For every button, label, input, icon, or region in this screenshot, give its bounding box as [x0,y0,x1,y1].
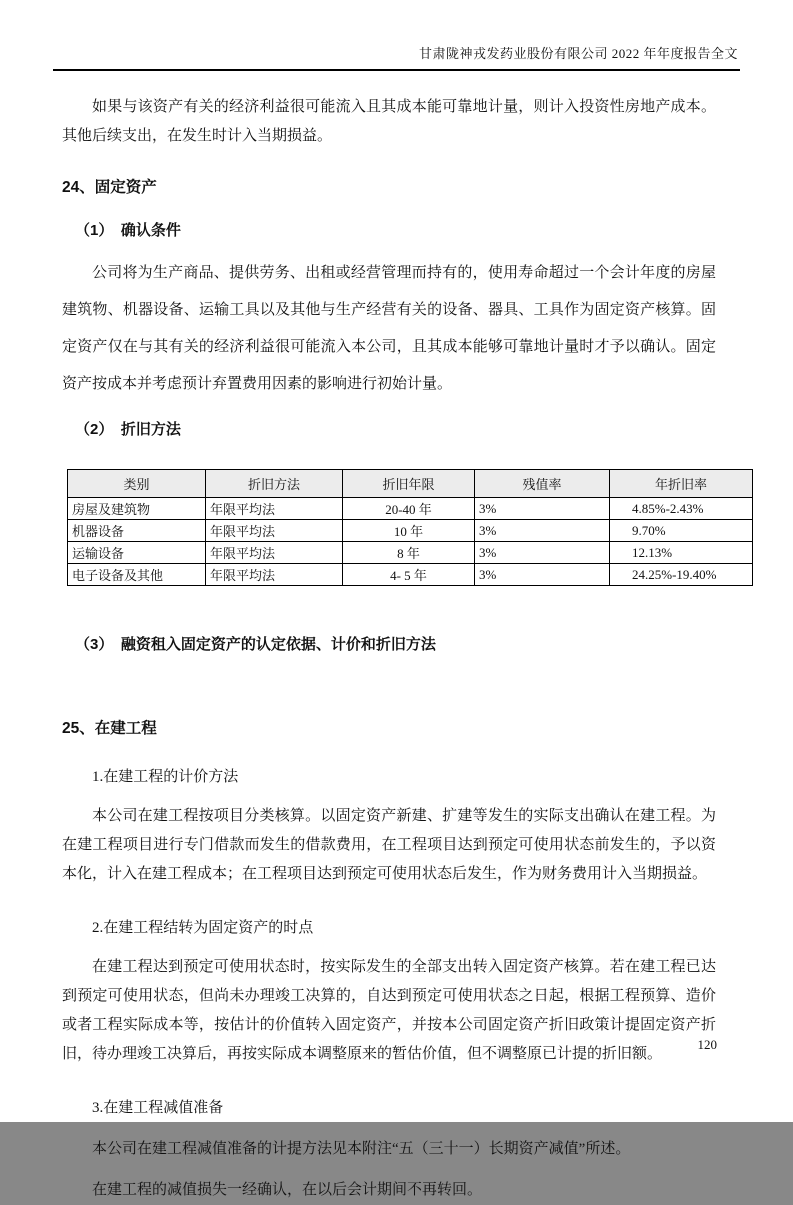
column-header-residual-rate: 残值率 [475,470,610,498]
section-25-title: 25、在建工程 [62,720,157,737]
cell-category: 电子设备及其他 [68,564,206,586]
section-24-sub1-paragraph: 公司将为生产商品、提供劳务、出租或经营管理而持有的，使用寿命超过一个会计年度的房屋建筑物、机器设备、运输工具以及其他与生产经营有关的设备、器具、工具作为固定资产核算。固定资产仅在与其有关的经济利益很可能流入本公司，且其成本能够可靠地计量时才予以确认。固定资产按成本并考虑预计弃置费用因素的影响进行初始计量。 [62,265,716,392]
cell-annual-rate: 12.13% [610,542,753,564]
cell-annual-rate: 4.85%-2.43% [610,498,753,520]
section-24-title: 24、固定资产 [62,179,157,196]
cell-method: 年限平均法 [206,542,343,564]
table-row [68,564,753,586]
section-25-item3-paragraph-1: 本公司在建工程减值准备的计提方法见本附注“五（三十一）长期资产减值”所述。 [92,1141,631,1157]
cell-method: 年限平均法 [206,498,343,520]
cell-annual-rate: 9.70% [610,520,753,542]
column-header-category: 类别 [68,470,206,498]
section-24-sub1-title: （1） 确认条件 [75,222,181,239]
section-25-item3-paragraph-2: 在建工程的减值损失一经确认，在以后会计期间不再转回。 [92,1182,483,1198]
column-header-years: 折旧年限 [343,470,475,498]
table-row [68,520,753,542]
section-25-item3-title: 3.在建工程减值准备 [92,1100,224,1116]
header-rule [53,69,740,71]
cell-residual-rate: 3% [475,542,610,564]
cell-years: 4- 5 年 [343,564,475,586]
section-24-sub2-title: （2） 折旧方法 [75,421,181,438]
section-25-item1-title: 1.在建工程的计价方法 [92,769,239,785]
depreciation-table [67,469,753,586]
cell-category: 机器设备 [68,520,206,542]
section-24-sub3-title: （3） 融资租入固定资产的认定依据、计价和折旧方法 [75,636,436,653]
section-25-item1-paragraph: 本公司在建工程按项目分类核算。以固定资产新建、扩建等发生的实际支出确认在建工程。为在建工程项目进行专门借款而发生的借款费用，在工程项目达到预定可使用状态前发生的，予以资本化，计入在建工程成本；在工程项目达到预定可使用状态后发生，作为财务费用计入当期损益。 [62,808,716,882]
column-header-method: 折旧方法 [206,470,343,498]
section-25-item2-title: 2.在建工程结转为固定资产的时点 [92,920,314,936]
cell-residual-rate: 3% [475,564,610,586]
cell-annual-rate: 24.25%-19.40% [610,564,753,586]
table-row [68,542,753,564]
cell-years: 20-40 年 [343,498,475,520]
cell-category: 运输设备 [68,542,206,564]
section-25-item2-paragraph: 在建工程达到预定可使用状态时，按实际发生的全部支出转入固定资产核算。若在建工程已达到预定可使用状态，但尚未办理竣工决算的，自达到预定可使用状态之日起，根据工程预算、造价或者工程实际成本等，按估计的价值转入固定资产，并按本公司固定资产折旧政策计提固定资产折旧，待办理竣工决算后，再按实际成本调整原来的暂估价值，但不调整原已计提的折旧额。 [62,959,716,1062]
column-header-annual-rate: 年折旧率 [610,470,753,498]
table-header-row [68,470,753,498]
page-header-title: 甘肃陇神戎发药业股份有限公司 2022 年年度报告全文 [418,46,738,61]
cell-method: 年限平均法 [206,520,343,542]
cell-method: 年限平均法 [206,564,343,586]
table-row [68,498,753,520]
cell-years: 8 年 [343,542,475,564]
cell-category: 房屋及建筑物 [68,498,206,520]
cell-residual-rate: 3% [475,498,610,520]
cell-residual-rate: 3% [475,520,610,542]
intro-paragraph: 如果与该资产有关的经济利益很可能流入且其成本能可靠地计量，则计入投资性房地产成本。其他后续支出，在发生时计入当期损益。 [62,99,716,144]
page-number: 120 [697,1037,717,1052]
cell-years: 10 年 [343,520,475,542]
